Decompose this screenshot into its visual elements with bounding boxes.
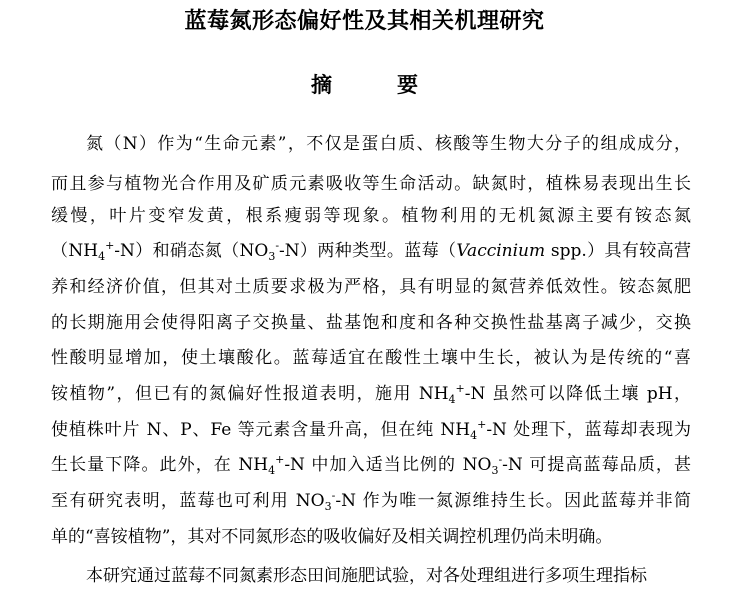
abstract-line-13: 本研究通过蓝莓不同氮素形态田间施肥试验，对各处理组进行多项生理指标 [86,566,647,586]
abstract-line-9 [51,417,691,445]
abstract-line-2: 而且参与植物光合作用及矿质元素吸收等生命活动。缺氮时，植株易表现出生长 [51,174,691,194]
line-4-part-b: -N）和硝态氮（NO [114,241,269,261]
superscript-minus: - [498,453,503,466]
superscript-plus: + [477,418,487,431]
line-10-part-b: -N 中加入适当比例的 NO [284,455,492,475]
abstract-line-6: 的长期施用会使得阳离子交换量、盐基饱和度和各种交换性盐基离子减少，交换 [51,313,691,333]
line-8-part-a: 铵植物”，但已有的氮偏好性报道表明，施用 NH [51,384,449,404]
abstract-line-4 [51,238,691,266]
line-8-part-b: -N 虽然可以降低土壤 pH， [464,384,692,404]
document-title: 蓝莓氮形态偏好性及其相关机理研究 [184,9,545,34]
superscript-minus: - [275,239,280,252]
abstract-line-5: 养和经济价值，但其对土质要求极为严格，具有明显的氮营养低效性。铵态氮肥 [51,277,691,297]
line-10-part-c: -N 可提高蓝莓品质，甚 [502,455,691,475]
line-4-part-c: -N）两种类型。蓝莓（ [279,241,457,261]
line-4-part-d: spp.）具有较高营 [545,241,692,261]
superscript-plus: + [455,382,465,395]
line-11-part-b: -N 作为唯一氮源维持生长。因此蓝莓并非简 [335,491,691,511]
abstract-line-8 [51,381,691,409]
subscript-3: 3 [268,250,276,263]
abstract-heading: 摘 要 [311,73,440,97]
line-11-part-a: 至有研究表明，蓝莓也可利用 NO [51,491,325,511]
superscript-plus: + [105,239,115,252]
line-4-part-a: （NH [51,241,99,261]
line-9-part-b: -N 处理下，蓝莓却表现为 [486,420,691,440]
superscript-minus: - [331,489,336,502]
abstract-line-1: 氮（N）作为“生命元素”，不仅是蛋白质、核酸等生物大分子的组成成分， [86,134,691,154]
subscript-4: 4 [470,429,478,442]
subscript-3: 3 [491,464,499,477]
abstract-line-11 [51,488,691,516]
line-9-part-a: 使植株叶片 N、P、Fe 等元素含量升高，但在纯 NH [51,420,471,440]
superscript-plus: + [275,453,285,466]
abstract-line-12: 单的“喜铵植物”，其对不同氮形态的吸收偏好及相关调控机理仍尚未明确。 [51,527,613,547]
subscript-3: 3 [324,500,332,513]
abstract-line-7: 性酸明显增加，使土壤酸化。蓝莓适宜在酸性土壤中生长，被认为是传统的“喜 [51,348,691,368]
subscript-4: 4 [268,464,276,477]
abstract-line-10 [51,452,691,480]
line-10-part-a: 生长量下降。此外，在 NH [51,455,269,475]
subscript-4: 4 [98,250,106,263]
abstract-line-3: 缓慢，叶片变窄发黄，根系瘦弱等现象。植物利用的无机氮源主要有铵态氮 [51,206,691,226]
subscript-4: 4 [448,393,456,406]
latin-species-name: Vaccinium [456,241,546,261]
